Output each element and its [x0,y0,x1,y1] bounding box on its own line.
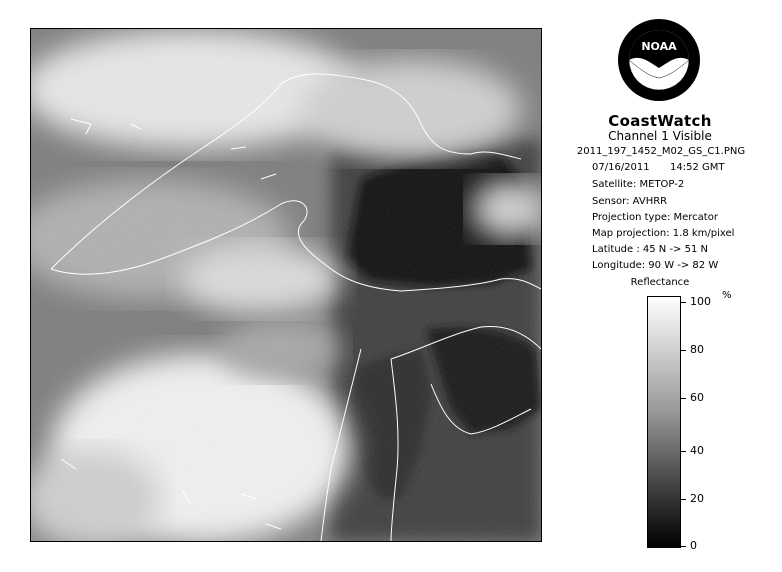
app-title: CoastWatch [608,112,712,130]
tick-label-0: 0 [690,539,697,552]
satellite-image [31,29,541,541]
longitude-label: Longitude: 90 W -> 82 W [592,260,719,271]
projection-label: Projection type: Mercator [592,212,718,223]
tick-60 [681,398,686,399]
tick-label-80: 80 [690,343,704,356]
date-value: 07/16/2011 [592,162,650,173]
tick-40 [681,451,686,452]
latitude-label: Latitude : 45 N -> 51 N [592,244,708,255]
image-filename: 2011_197_1452_M02_GS_C1.PNG [576,146,746,157]
logo-text: NOAA [641,40,677,53]
tick-0 [681,546,686,547]
tick-label-60: 60 [690,391,704,404]
tick-label-20: 20 [690,492,704,505]
image-grain [31,29,541,541]
time-value: 14:52 GMT [670,162,725,173]
map-projection-label: Map projection: 1.8 km/pixel [592,228,735,239]
reflectance-colorbar [647,296,681,548]
satellite-map [30,28,542,542]
tick-20 [681,499,686,500]
legend-unit: % [722,290,732,301]
tick-80 [681,350,686,351]
legend-title: Reflectance [630,277,690,288]
satellite-label: Satellite: METOP-2 [592,179,685,190]
channel-label: Channel 1 Visible [608,129,712,143]
date-time [592,162,725,173]
tick-label-100: 100 [690,295,711,308]
noaa-logo [617,18,701,102]
sensor-label: Sensor: AVHRR [592,196,668,207]
tick-label-40: 40 [690,444,704,457]
tick-100 [681,302,686,303]
